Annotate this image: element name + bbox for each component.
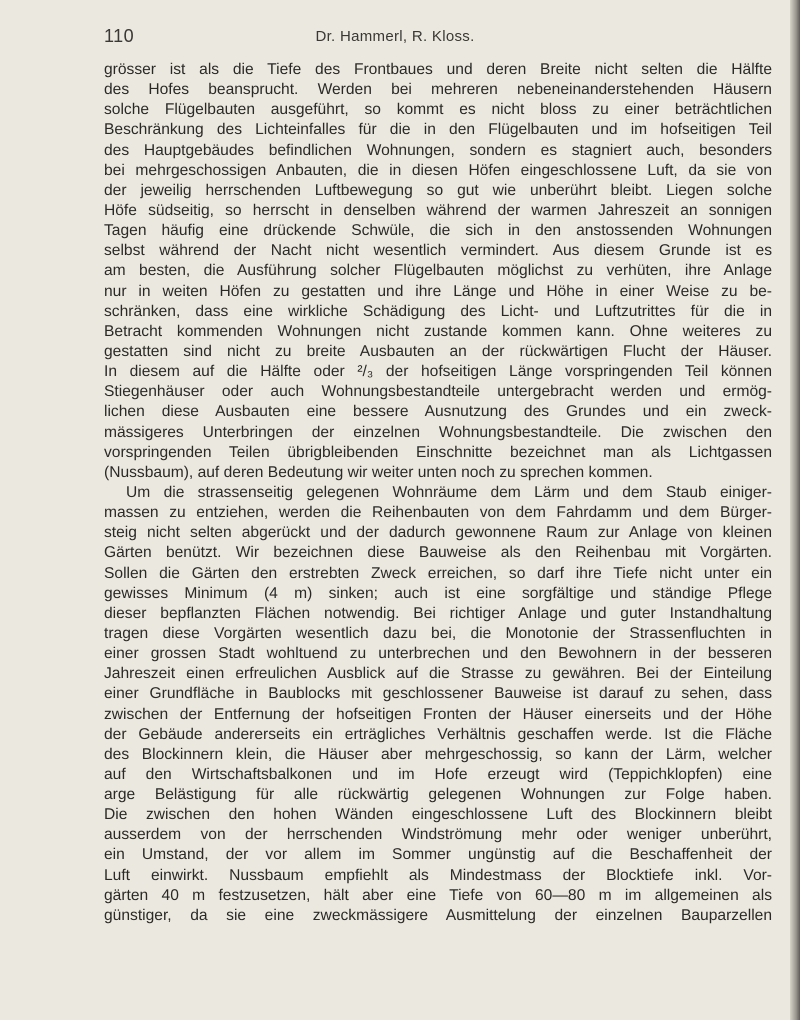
body-text <box>104 60 772 926</box>
text-line: zwischen der Entfernung der hofseitigen Fronten der Häuser einerseits und der Höhe <box>104 705 772 723</box>
text-line: tragen diese Vorgärten wesentlich dazu bei, die Monotonie der Strassenfluchten in <box>104 624 772 642</box>
text-line: steig nicht selten abgerückt und der dadurch gewonnene Raum zur Anlage von kleinen <box>104 524 772 542</box>
text-line: der jeweilig herrschenden Luftbewegung so gut wie unberührt bleibt. Liegen solche <box>104 181 772 199</box>
text-line: ausserdem von der herrschenden Windströmung mehr oder weniger unberührt, <box>104 826 772 844</box>
text-line: gewisses Minimum (4 m) sinken; auch ist eine sorgfältige und ständige Pflege <box>104 584 772 602</box>
text-line: lichen diese Ausbauten eine bessere Ausnutzung des Grundes und ein zweck- <box>104 403 772 421</box>
text-line: Gärten benützt. Wir bezeichnen diese Bauweise als den Reihenbau mit Vorgärten. <box>104 544 772 562</box>
text-line: einer grossen Stadt wohltuend zu unterbrechen und den Bewohnern in der besseren <box>104 645 772 663</box>
text-line: Höfe südseitig, so herrscht in denselben während der warmen Jahreszeit an sonnigen <box>104 201 772 219</box>
text-line: Beschränkung des Lichteinfalles für die in den Flügelbauten und im hofseitigen Teil <box>104 121 772 139</box>
text-line: des Blockinnern klein, die Häuser aber mehrgeschossig, so kann der Lärm, welcher <box>104 745 772 763</box>
text-line: der Gebäude andererseits ein erträgliches Verhältnis geschaffen werde. Ist die Fläche <box>104 725 772 743</box>
text-line: solche Flügelbauten ausgeführt, so kommt es nicht bloss zu einer beträchtlichen <box>104 101 772 119</box>
text-line: massen zu entziehen, werden die Reihenbauten von dem Fahrdamm und dem Bürger- <box>104 504 772 522</box>
text-line: ein Umstand, der vor allem im Sommer ungünstig auf die Beschaffenheit der <box>104 846 772 864</box>
page-edge-shadow <box>790 0 800 1020</box>
text-line: auf den Wirtschaftsbalkonen und im Hofe erzeugt wird (Teppichklopfen) eine <box>104 765 772 783</box>
text-line: einer Grundfläche in Baublocks mit geschlossener Bauweise ist darauf zu sehen, dass <box>104 685 772 703</box>
text-line: schränken, dass eine wirkliche Schädigung des Licht- und Luftzutrittes für die in <box>104 302 772 320</box>
text-line: vorspringenden Teilen übrigbleibenden Einschnitte bezeichnet man als Lichtgassen <box>104 443 772 461</box>
text-line: gärten 40 m festzusetzen, hält aber eine Tiefe von 60—80 m im allgemeinen als <box>104 886 772 904</box>
text-line: des Hauptgebäudes befindlichen Wohnungen, sondern es stagniert auch, besonders <box>104 141 772 159</box>
text-line: am besten, die Ausführung solcher Flügelbauten möglichst zu verhüten, ihre Anlage <box>104 262 772 280</box>
text-line: In diesem auf die Hälfte oder ²/₃ der hofseitigen Länge vorspringenden Teil können <box>104 363 772 381</box>
page-header <box>0 26 790 54</box>
paragraph-end-line: (Nussbaum), auf deren Bedeutung wir weiter unten noch zu sprechen kommen. <box>104 463 653 481</box>
text-line: Tagen häufig eine drückende Schwüle, die sich in den anstossenden Wohnungen <box>104 222 772 240</box>
text-line: Betracht kommenden Wohnungen nicht zustande kommen kann. Ohne weiteres zu <box>104 322 772 340</box>
text-line: bei mehrgeschossigen Anbauten, die in diesen Höfen eingeschlossene Luft, da sie von <box>104 161 772 179</box>
running-head: Dr. Hammerl, R. Kloss. <box>315 28 475 45</box>
text-line: mässigeres Unterbringen der einzelnen Wohnungsbestandteile. Die zwischen den <box>104 423 772 441</box>
text-line: Stiegenhäuser oder auch Wohnungsbestandteile untergebracht werden und ermög- <box>104 383 772 401</box>
text-line: arge Belästigung für alle rückwärtig gelegenen Wohnungen zur Folge haben. <box>104 786 772 804</box>
text-line: dieser bepflanzten Flächen notwendig. Bei richtiger Anlage und guter Instandhaltung <box>104 604 772 622</box>
text-line: günstiger, da sie eine zweckmässigere Ausmittelung der einzelnen Bauparzellen <box>104 906 772 924</box>
text-line: Luft einwirkt. Nussbaum empfiehlt als Mindestmass der Blocktiefe inkl. Vor- <box>104 866 772 884</box>
text-line: des Hofes beansprucht. Werden bei mehreren nebeneinanderstehenden Häusern <box>104 81 772 99</box>
page-number: 110 <box>104 26 135 46</box>
paragraph-start-line: Um die strassenseitig gelegenen Wohnräume dem Lärm und dem Staub einiger- <box>126 483 772 501</box>
text-line: Sollen die Gärten den erstrebten Zweck erreichen, so darf ihre Tiefe nicht unter ein <box>104 564 772 582</box>
text-line: grösser ist als die Tiefe des Frontbaues und deren Breite nicht selten die Hälfte <box>104 61 772 78</box>
text-line: nur in weiten Höfen zu gestatten und ihre Länge und Höhe in einer Weise zu be- <box>104 282 772 300</box>
text-line: gestatten sind nicht zu breite Ausbauten an der rückwärtigen Flucht der Häuser. <box>104 342 772 360</box>
text-line: Jahreszeit einen erfreulichen Ausblick auf die Strasse zu gewähren. Bei der Einteilung <box>104 665 772 683</box>
text-line: selbst während der Nacht nicht wesentlich vermindert. Aus diesem Grunde ist es <box>104 242 772 260</box>
text-line: Die zwischen den hohen Wänden eingeschlossene Luft des Blockinnern bleibt <box>104 806 772 824</box>
